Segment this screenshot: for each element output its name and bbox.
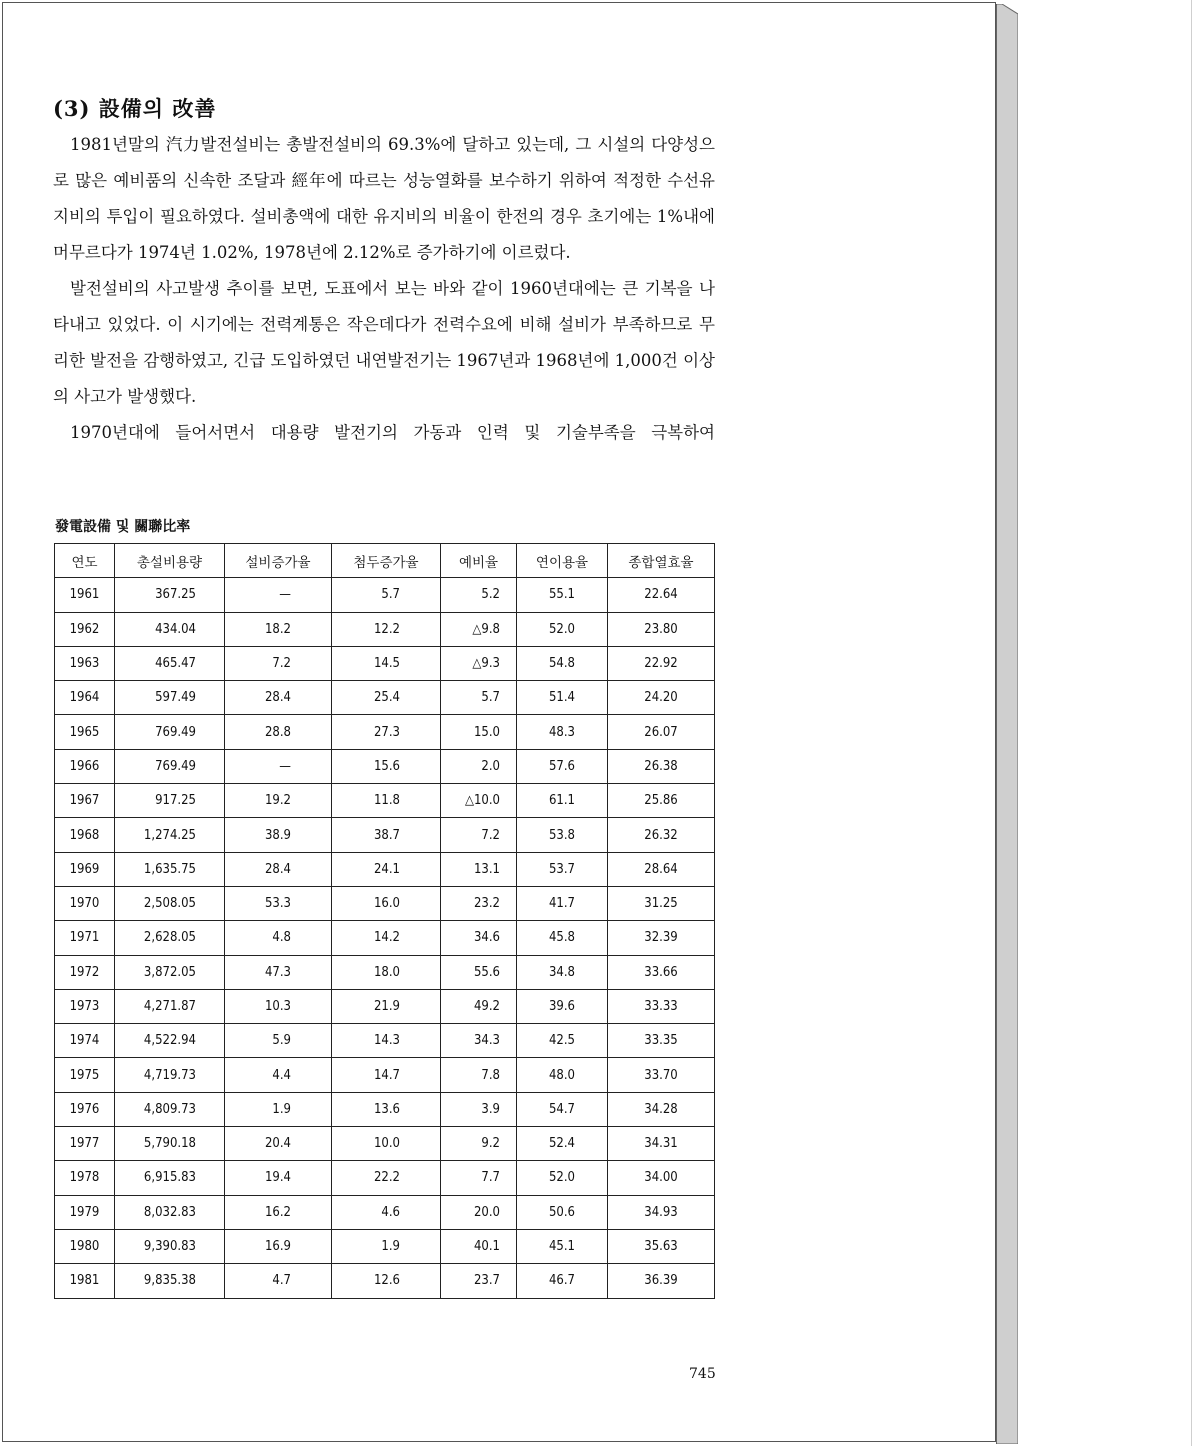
cell-thermal-efficiency: 34.28 [608,1092,715,1126]
cell-year: 1967 [55,784,115,818]
header-total-capacity: 총설비용량 [115,544,225,578]
cell-thermal-efficiency: 24.20 [608,681,715,715]
cell-capacity-growth: 38.9 [225,818,332,852]
cell-capacity-growth: 19.4 [225,1161,332,1195]
cell-reserve-rate: 3.9 [441,1092,517,1126]
cell-thermal-efficiency: 22.92 [608,646,715,680]
cell-year: 1971 [55,921,115,955]
cell-year: 1980 [55,1229,115,1263]
cell-peak-growth: 24.1 [332,852,441,886]
cell-thermal-efficiency: 34.93 [608,1195,715,1229]
cell-utilization: 61.1 [517,784,608,818]
table-row [55,784,715,818]
cell-year: 1969 [55,852,115,886]
cell-thermal-efficiency: 26.07 [608,715,715,749]
header-thermal-efficiency: 종합열효율 [608,544,715,578]
cell-year: 1963 [55,646,115,680]
cell-year: 1970 [55,886,115,920]
cell-utilization: 41.7 [517,886,608,920]
cell-year: 1966 [55,749,115,783]
cell-utilization: 45.1 [517,1229,608,1263]
body-text [53,127,715,451]
cell-total-capacity: 2,628.05 [115,921,225,955]
cell-thermal-efficiency: 33.33 [608,989,715,1023]
table-row [55,1127,715,1161]
cell-thermal-efficiency: 33.35 [608,1024,715,1058]
cell-utilization: 54.8 [517,646,608,680]
table-row [55,1092,715,1126]
cell-peak-growth: 5.7 [332,578,441,612]
cell-capacity-growth: 28.4 [225,681,332,715]
cell-utilization: 42.5 [517,1024,608,1058]
cell-reserve-rate: 7.7 [441,1161,517,1195]
cell-thermal-efficiency: 33.70 [608,1058,715,1092]
table-row [55,955,715,989]
cell-total-capacity: 5,790.18 [115,1127,225,1161]
cell-reserve-rate: 34.3 [441,1024,517,1058]
cell-capacity-growth: — [225,578,332,612]
cell-total-capacity: 6,915.83 [115,1161,225,1195]
cell-peak-growth: 38.7 [332,818,441,852]
table-row [55,886,715,920]
cell-thermal-efficiency: 31.25 [608,886,715,920]
cell-year: 1981 [55,1264,115,1298]
cell-total-capacity: 367.25 [115,578,225,612]
cell-total-capacity: 8,032.83 [115,1195,225,1229]
cell-capacity-growth: 18.2 [225,612,332,646]
cell-peak-growth: 11.8 [332,784,441,818]
page-edge-shadow [996,4,1018,1444]
cell-year: 1973 [55,989,115,1023]
cell-year: 1972 [55,955,115,989]
header-utilization: 연이용율 [517,544,608,578]
cell-utilization: 53.8 [517,818,608,852]
cell-capacity-growth: 20.4 [225,1127,332,1161]
cell-utilization: 57.6 [517,749,608,783]
cell-total-capacity: 1,274.25 [115,818,225,852]
header-reserve-rate: 예비율 [441,544,517,578]
cell-reserve-rate: 5.7 [441,681,517,715]
cell-total-capacity: 769.49 [115,715,225,749]
cell-reserve-rate: 49.2 [441,989,517,1023]
cell-peak-growth: 18.0 [332,955,441,989]
cell-utilization: 50.6 [517,1195,608,1229]
cell-total-capacity: 4,271.87 [115,989,225,1023]
cell-capacity-growth: 10.3 [225,989,332,1023]
paragraph-1: 1981년말의 汽力발전설비는 총발전설비의 69.3%에 달하고 있는데, 그 시설의 다양성으로 많은 예비품의 신속한 조달과 經年에 따르는 성능열화를 보수하기 위하여 적정한 수선유지비의 투입이 필요하였다. 설비총액에 대한 유지비의 비율이 한전의 경우 초기에는 1%내에 머무르다가 1974년 1.02%, 1978년에 2.12%로 증가하기에 이르렀다. [53,135,715,262]
header-year: 연도 [55,544,115,578]
cell-reserve-rate: △9.3 [441,646,517,680]
data-table [54,543,715,1299]
cell-peak-growth: 27.3 [332,715,441,749]
cell-thermal-efficiency: 33.66 [608,955,715,989]
cell-reserve-rate: △10.0 [441,784,517,818]
cell-total-capacity: 3,872.05 [115,955,225,989]
table-row [55,1024,715,1058]
table-row [55,612,715,646]
table-row [55,646,715,680]
cell-utilization: 52.0 [517,612,608,646]
cell-peak-growth: 12.6 [332,1264,441,1298]
cell-thermal-efficiency: 26.38 [608,749,715,783]
cell-reserve-rate: 2.0 [441,749,517,783]
cell-utilization: 48.3 [517,715,608,749]
cell-reserve-rate: 15.0 [441,715,517,749]
cell-reserve-rate: 23.2 [441,886,517,920]
table-row [55,852,715,886]
cell-thermal-efficiency: 22.64 [608,578,715,612]
cell-peak-growth: 14.7 [332,1058,441,1092]
cell-year: 1965 [55,715,115,749]
table-header-row [55,544,715,578]
cell-capacity-growth: 16.2 [225,1195,332,1229]
cell-reserve-rate: 7.2 [441,818,517,852]
cell-peak-growth: 12.2 [332,612,441,646]
cell-total-capacity: 9,390.83 [115,1229,225,1263]
cell-capacity-growth: 28.4 [225,852,332,886]
cell-total-capacity: 434.04 [115,612,225,646]
cell-capacity-growth: 53.3 [225,886,332,920]
table-row [55,989,715,1023]
cell-reserve-rate: 55.6 [441,955,517,989]
cell-reserve-rate: 40.1 [441,1229,517,1263]
cell-utilization: 54.7 [517,1092,608,1126]
table-row [55,715,715,749]
cell-total-capacity: 1,635.75 [115,852,225,886]
cell-thermal-efficiency: 26.32 [608,818,715,852]
cell-year: 1975 [55,1058,115,1092]
cell-thermal-efficiency: 34.00 [608,1161,715,1195]
cell-capacity-growth: 1.9 [225,1092,332,1126]
cell-total-capacity: 4,719.73 [115,1058,225,1092]
cell-capacity-growth: 28.8 [225,715,332,749]
cell-thermal-efficiency: 23.80 [608,612,715,646]
table-row [55,1161,715,1195]
table-row [55,681,715,715]
table-row [55,749,715,783]
cell-capacity-growth: 4.7 [225,1264,332,1298]
cell-year: 1979 [55,1195,115,1229]
cell-year: 1961 [55,578,115,612]
cell-thermal-efficiency: 25.86 [608,784,715,818]
table-row [55,1229,715,1263]
cell-capacity-growth: 4.8 [225,921,332,955]
cell-thermal-efficiency: 32.39 [608,921,715,955]
cell-peak-growth: 10.0 [332,1127,441,1161]
table-row [55,818,715,852]
cell-thermal-efficiency: 35.63 [608,1229,715,1263]
cell-utilization: 45.8 [517,921,608,955]
cell-utilization: 48.0 [517,1058,608,1092]
cell-reserve-rate: 5.2 [441,578,517,612]
cell-year: 1976 [55,1092,115,1126]
section-heading: (3) 設備의 改善 [53,96,217,121]
cell-capacity-growth: 47.3 [225,955,332,989]
cell-year: 1962 [55,612,115,646]
cell-utilization: 52.0 [517,1161,608,1195]
cell-utilization: 46.7 [517,1264,608,1298]
cell-thermal-efficiency: 36.39 [608,1264,715,1298]
cell-reserve-rate: 23.7 [441,1264,517,1298]
cell-capacity-growth: 16.9 [225,1229,332,1263]
table-title: 發電設備 및 關聯比率 [55,519,191,535]
paragraph-2: 발전설비의 사고발생 추이를 보면, 도표에서 보는 바와 같이 1960년대에는 큰 기복을 나타내고 있었다. 이 시기에는 전력계통은 작은데다가 전력수요에 비해 설비가 부족하므로 무리한 발전을 감행하였고, 긴급 도입하였던 내연발전기는 1967년과 1968년에 1,000건 이상의 사고가 발생했다. [53,279,715,406]
cell-year: 1968 [55,818,115,852]
table-row [55,1195,715,1229]
cell-utilization: 52.4 [517,1127,608,1161]
table-row [55,1264,715,1298]
cell-capacity-growth: 5.9 [225,1024,332,1058]
cell-utilization: 34.8 [517,955,608,989]
cell-peak-growth: 25.4 [332,681,441,715]
cell-year: 1964 [55,681,115,715]
cell-utilization: 53.7 [517,852,608,886]
cell-year: 1977 [55,1127,115,1161]
cell-thermal-efficiency: 28.64 [608,852,715,886]
cell-peak-growth: 15.6 [332,749,441,783]
cell-reserve-rate: 7.8 [441,1058,517,1092]
cell-total-capacity: 4,522.94 [115,1024,225,1058]
cell-reserve-rate: 9.2 [441,1127,517,1161]
cell-peak-growth: 4.6 [332,1195,441,1229]
table-row [55,578,715,612]
document-page [2,2,996,1442]
cell-total-capacity: 597.49 [115,681,225,715]
cell-utilization: 55.1 [517,578,608,612]
cell-year: 1978 [55,1161,115,1195]
cell-total-capacity: 9,835.38 [115,1264,225,1298]
cell-reserve-rate: 13.1 [441,852,517,886]
cell-total-capacity: 917.25 [115,784,225,818]
cell-peak-growth: 13.6 [332,1092,441,1126]
cell-reserve-rate: 34.6 [441,921,517,955]
cell-total-capacity: 465.47 [115,646,225,680]
cell-peak-growth: 1.9 [332,1229,441,1263]
cell-capacity-growth: — [225,749,332,783]
cell-thermal-efficiency: 34.31 [608,1127,715,1161]
cell-year: 1974 [55,1024,115,1058]
paragraph-3: 1970년대에 들어서면서 대용량 발전기의 가동과 인력 및 기술부족을 극복하여 [70,423,715,442]
cell-peak-growth: 14.3 [332,1024,441,1058]
cell-total-capacity: 769.49 [115,749,225,783]
header-capacity-growth: 설비증가율 [225,544,332,578]
cell-capacity-growth: 7.2 [225,646,332,680]
cell-utilization: 51.4 [517,681,608,715]
table-body [55,578,715,1298]
cell-total-capacity: 4,809.73 [115,1092,225,1126]
cell-utilization: 39.6 [517,989,608,1023]
cell-peak-growth: 22.2 [332,1161,441,1195]
cell-peak-growth: 14.2 [332,921,441,955]
cell-peak-growth: 21.9 [332,989,441,1023]
cell-capacity-growth: 4.4 [225,1058,332,1092]
table-row [55,921,715,955]
cell-total-capacity: 2,508.05 [115,886,225,920]
cell-capacity-growth: 19.2 [225,784,332,818]
cell-reserve-rate: 20.0 [441,1195,517,1229]
cell-reserve-rate: △9.8 [441,612,517,646]
cell-peak-growth: 16.0 [332,886,441,920]
table-row [55,1058,715,1092]
cell-peak-growth: 14.5 [332,646,441,680]
page-number: 745 [689,1366,716,1382]
header-peak-growth: 첨두증가율 [332,544,441,578]
